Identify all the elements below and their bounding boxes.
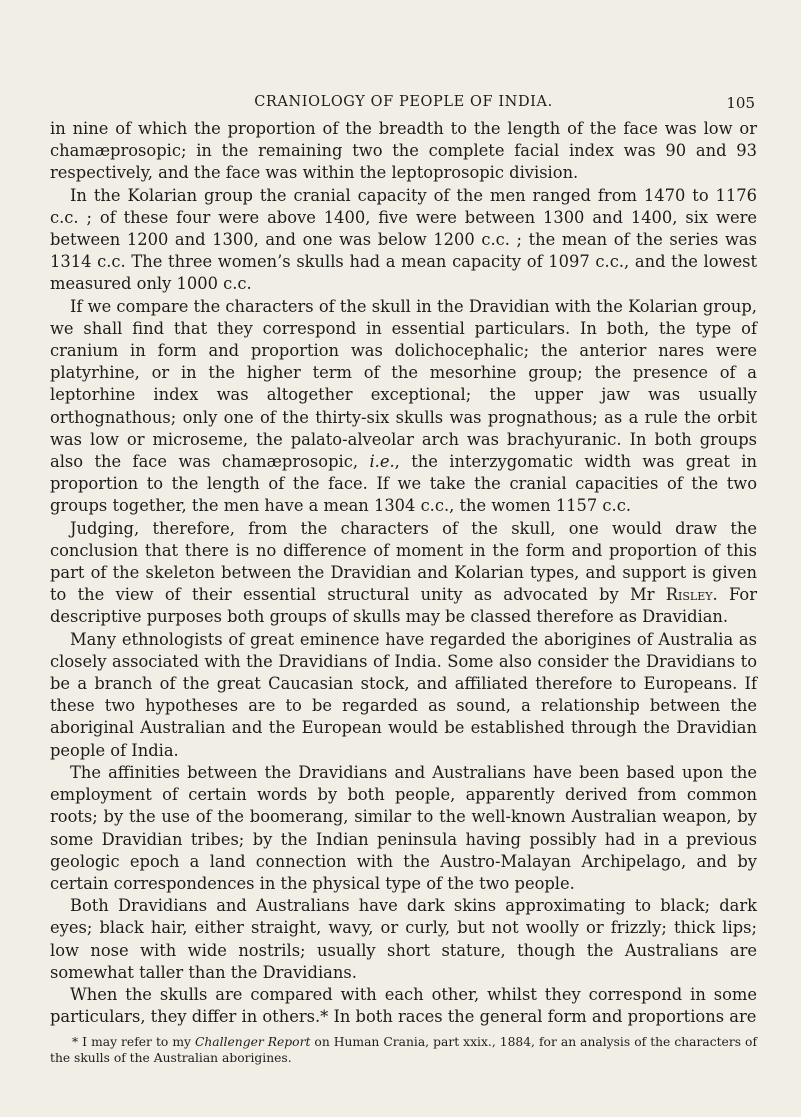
footnote [50,1034,757,1066]
footnote-text-b: on Human Crania, part xxix., 1884, for an analysis of the characters of the skulls of the Australian aborigines. [50,1035,757,1066]
paragraph-8: When the skulls are compared with each other, whilst they correspond in some particulars, they differ in others.* In both races the general form and proportions are [50,984,757,1027]
footnote-report-title: Challenger Report [194,1035,311,1050]
paragraph-4-text-a: Judging, therefore, from the characters of the skull, one would draw the conclusion that there is no difference of moment in the form and proportion of this part of the skeleton between the Dravidian and Kolarian types, and support is given to the view of their essential structural unity as advocated by Mr [50,518,757,605]
body-text [50,118,757,1028]
footnote-text-a: * I may refer to my [72,1035,195,1050]
paragraph-1: in nine of which the proportion of the breadth to the length of the face was low or chamæprosopic; in the remaining two the complete facial index was 90 and 93 respectively, and the face was within the leptoprosopic division. [50,119,757,183]
paragraph-5: Many ethnologists of great eminence have regarded the aborigines of Australia as closely associated with the Dravidians of India. Some also consider the Dravidians to be a branch of the great Caucasian stock, and affiliated therefore to Europeans. If these two hypotheses are to be regarded as sound, a relationship between the aboriginal Australian and the European would be established through the Dravidian people of India. [50,629,757,760]
author-name-risley: Risley [665,585,713,605]
page-number: 105 [726,94,755,112]
paragraph-3 [50,296,757,518]
paragraph-4-text-b: . For descriptive purposes both groups of skulls may be classed therefore as Dravidian. [50,585,757,627]
paragraph-3-text-a: If we compare the characters of the skull in the Dravidian with the Kolarian group, we shall find that they correspond in essential particulars. In both, the type of cranium in form and proportion was dolichocephalic; the anterior nares were platyrhine, or in the higher term of the mesorhine group; the presence of a leptorhine index was altogether exceptional; the upper jaw was usually orthognathous; only one of the thirty-six skulls was prognathous; as a rule the orbit was low or microseme, the palato-alveolar arch was brachyuranic. In both groups also the face was chamæprosopic, [50,296,757,472]
running-title: CRANIOLOGY OF PEOPLE OF INDIA. [254,94,553,110]
paragraph-6: The affinities between the Dravidians and Australians have been based upon the employment of certain words by both people, apparently derived from common roots; by the use of the boomerang, similar to the well-known Australian weapon, by some Dravidian tribes; by the Indian peninsula having possibly had in a previous geologic epoch a land connection with the Austro-Malayan Archipelago, and by certain correspondences in the physical type of the two people. [50,762,757,893]
book-page [50,92,757,1066]
paragraph-7: Both Dravidians and Australians have dark skins approximating to black; dark eyes; black hair, either straight, wavy, or curly, but not woolly or frizzly; thick lips; low nose with wide nostrils; usually short stature, though the Australians are somewhat taller than the Dravidians. [50,896,757,982]
paragraph-2: In the Kolarian group the cranial capacity of the men ranged from 1470 to 1176 c.c. ; of these four were above 1400, five were between 1300 and 1400, six were between 1200 and 1300, and one was below 1200 c.c. ; the mean of the series was 1314 c.c. The three women’s skulls had a mean capacity of 1097 c.c., and the lowest measured only 1000 c.c. [50,185,757,294]
paragraph-3-text-b: , the interzygomatic width was great in proportion to the length of the face. If we take the cranial capacities of the two groups together, the men have a mean 1304 c.c., the women 1157 c.c. [50,452,757,516]
running-head [50,92,757,118]
paragraph-4 [50,518,757,629]
ie-abbreviation: i.e. [369,452,395,472]
